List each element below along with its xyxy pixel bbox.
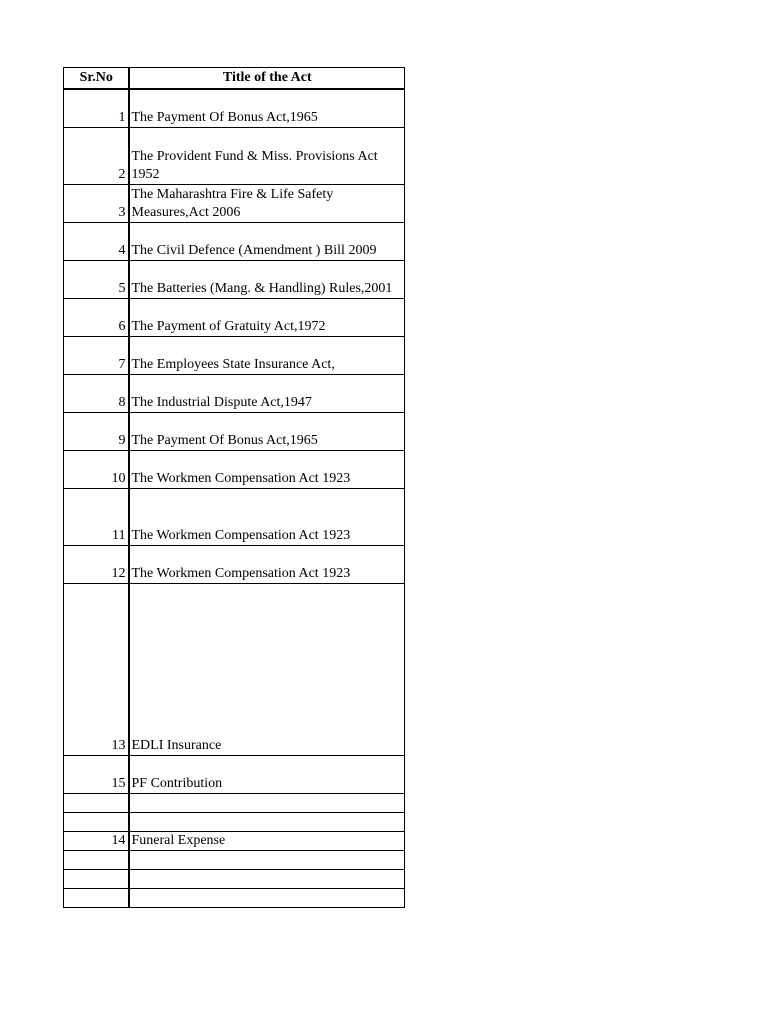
header-row <box>64 68 405 90</box>
act-title-cell: The Payment Of Bonus Act,1965 <box>129 89 405 127</box>
sr-no-cell: 9 <box>64 412 129 450</box>
table-row <box>64 336 405 374</box>
sr-no-cell: 5 <box>64 260 129 298</box>
act-title-cell <box>129 850 405 869</box>
act-title-cell: The Civil Defence (Amendment ) Bill 2009 <box>129 222 405 260</box>
act-title-cell <box>129 869 405 888</box>
sr-no-cell: 12 <box>64 545 129 583</box>
sr-no-cell: 10 <box>64 450 129 488</box>
sr-no-cell: 3 <box>64 184 129 222</box>
sr-no-cell: 1 <box>64 89 129 127</box>
table-row <box>64 374 405 412</box>
table-row <box>64 888 405 907</box>
table-row <box>64 184 405 222</box>
sr-no-cell: 4 <box>64 222 129 260</box>
act-title-cell: The Payment of Gratuity Act,1972 <box>129 298 405 336</box>
table-row <box>64 850 405 869</box>
act-title-cell: The Employees State Insurance Act, <box>129 336 405 374</box>
table-row <box>64 298 405 336</box>
act-title-cell: The Batteries (Mang. & Handling) Rules,2001 <box>129 260 405 298</box>
table-row <box>64 127 405 184</box>
act-title-cell: EDLI Insurance <box>129 583 405 755</box>
sr-no-cell <box>64 793 129 812</box>
table-row <box>64 755 405 793</box>
act-title-cell: The Industrial Dispute Act,1947 <box>129 374 405 412</box>
sr-no-cell: 8 <box>64 374 129 412</box>
sr-no-cell <box>64 888 129 907</box>
table-row <box>64 260 405 298</box>
table-body <box>64 89 405 907</box>
table-row <box>64 793 405 812</box>
table-row <box>64 812 405 831</box>
header-sr-no: Sr.No <box>64 68 129 90</box>
sr-no-cell: 6 <box>64 298 129 336</box>
act-title-cell: The Workmen Compensation Act 1923 <box>129 450 405 488</box>
act-title-cell: PF Contribution <box>129 755 405 793</box>
header-title: Title of the Act <box>129 68 405 90</box>
table-row <box>64 869 405 888</box>
table-row <box>64 583 405 755</box>
sr-no-cell: 11 <box>64 488 129 545</box>
act-title-cell: The Maharashtra Fire & Life Safety Measures,Act 2006 <box>129 184 405 222</box>
act-title-cell: The Provident Fund & Miss. Provisions Act 1952 <box>129 127 405 184</box>
table-row <box>64 488 405 545</box>
sr-no-cell <box>64 869 129 888</box>
table-row <box>64 222 405 260</box>
table-row <box>64 831 405 850</box>
act-title-cell: Funeral Expense <box>129 831 405 850</box>
sr-no-cell <box>64 812 129 831</box>
table-row <box>64 450 405 488</box>
act-title-cell: The Workmen Compensation Act 1923 <box>129 545 405 583</box>
sr-no-cell: 13 <box>64 583 129 755</box>
act-title-cell <box>129 812 405 831</box>
sr-no-cell: 15 <box>64 755 129 793</box>
sr-no-cell <box>64 850 129 869</box>
sr-no-cell: 7 <box>64 336 129 374</box>
table-row <box>64 89 405 127</box>
sr-no-cell: 14 <box>64 831 129 850</box>
table-row <box>64 412 405 450</box>
act-title-cell <box>129 888 405 907</box>
act-title-cell: The Payment Of Bonus Act,1965 <box>129 412 405 450</box>
table-row <box>64 545 405 583</box>
act-title-cell <box>129 793 405 812</box>
sr-no-cell: 2 <box>64 127 129 184</box>
act-title-cell: The Workmen Compensation Act 1923 <box>129 488 405 545</box>
acts-table <box>63 67 405 908</box>
